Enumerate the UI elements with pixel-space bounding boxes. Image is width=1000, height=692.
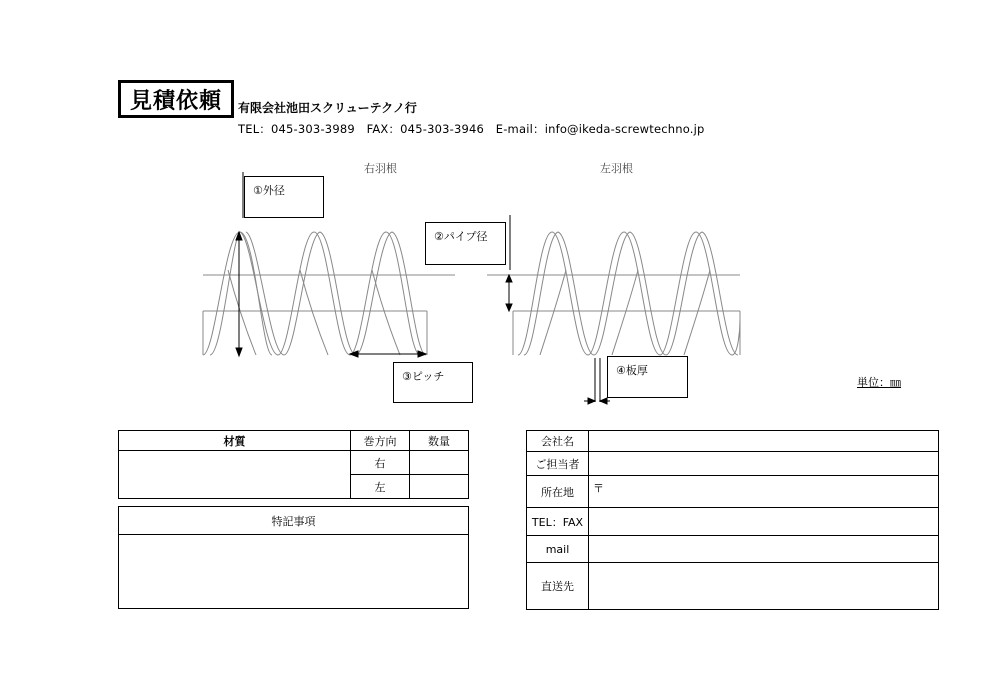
material-cell[interactable]	[119, 451, 351, 499]
spec-table	[118, 430, 469, 499]
direct-label: 直送先	[527, 563, 589, 610]
outer-diameter-label: ①外径	[244, 176, 324, 218]
tel-fax-label: TEL：FAX	[527, 508, 589, 536]
mail-cell[interactable]	[589, 536, 939, 563]
company-cell[interactable]	[589, 431, 939, 452]
direct-cell[interactable]	[589, 563, 939, 610]
right-screw-caption: 右羽根	[364, 162, 397, 175]
pipe-diameter-label: ②パイプ径	[425, 222, 506, 265]
quantity-header: 数量	[410, 431, 469, 451]
company-label: 会社名	[527, 431, 589, 452]
address-cell[interactable]	[589, 476, 939, 508]
direction-right: 右	[351, 451, 410, 475]
right-screw	[203, 232, 455, 355]
page-title: 見積依頼	[118, 80, 234, 118]
quantity-right-cell[interactable]	[410, 451, 469, 475]
notes-header: 特記事項	[119, 507, 469, 535]
customer-table	[526, 430, 939, 610]
contact-info: TEL：045-303-3989 FAX：045-303-3946 E-mail：info@ikeda-screwtechno.jp	[238, 122, 705, 136]
person-label: ご担当者	[527, 452, 589, 476]
quantity-left-cell[interactable]	[410, 475, 469, 499]
postal-mark: 〒	[593, 482, 604, 495]
person-cell[interactable]	[589, 452, 939, 476]
mail-label: mail	[527, 536, 589, 563]
left-screw-caption: 左羽根	[600, 162, 633, 175]
direction-left: 左	[351, 475, 410, 499]
unit-note: 単位：㎜	[857, 376, 901, 389]
tel-fax-cell[interactable]	[589, 508, 939, 536]
left-screw	[487, 232, 740, 355]
direction-header: 巻方向	[351, 431, 410, 451]
company-name: 有限会社池田スクリューテクノ行	[238, 101, 417, 115]
address-label: 所在地	[527, 476, 589, 508]
pitch-label: ③ピッチ	[393, 362, 473, 403]
plate-thickness-label: ④板厚	[607, 356, 688, 398]
material-header: 材質	[119, 431, 351, 451]
notes-cell[interactable]	[119, 535, 469, 609]
notes-table	[118, 506, 469, 609]
